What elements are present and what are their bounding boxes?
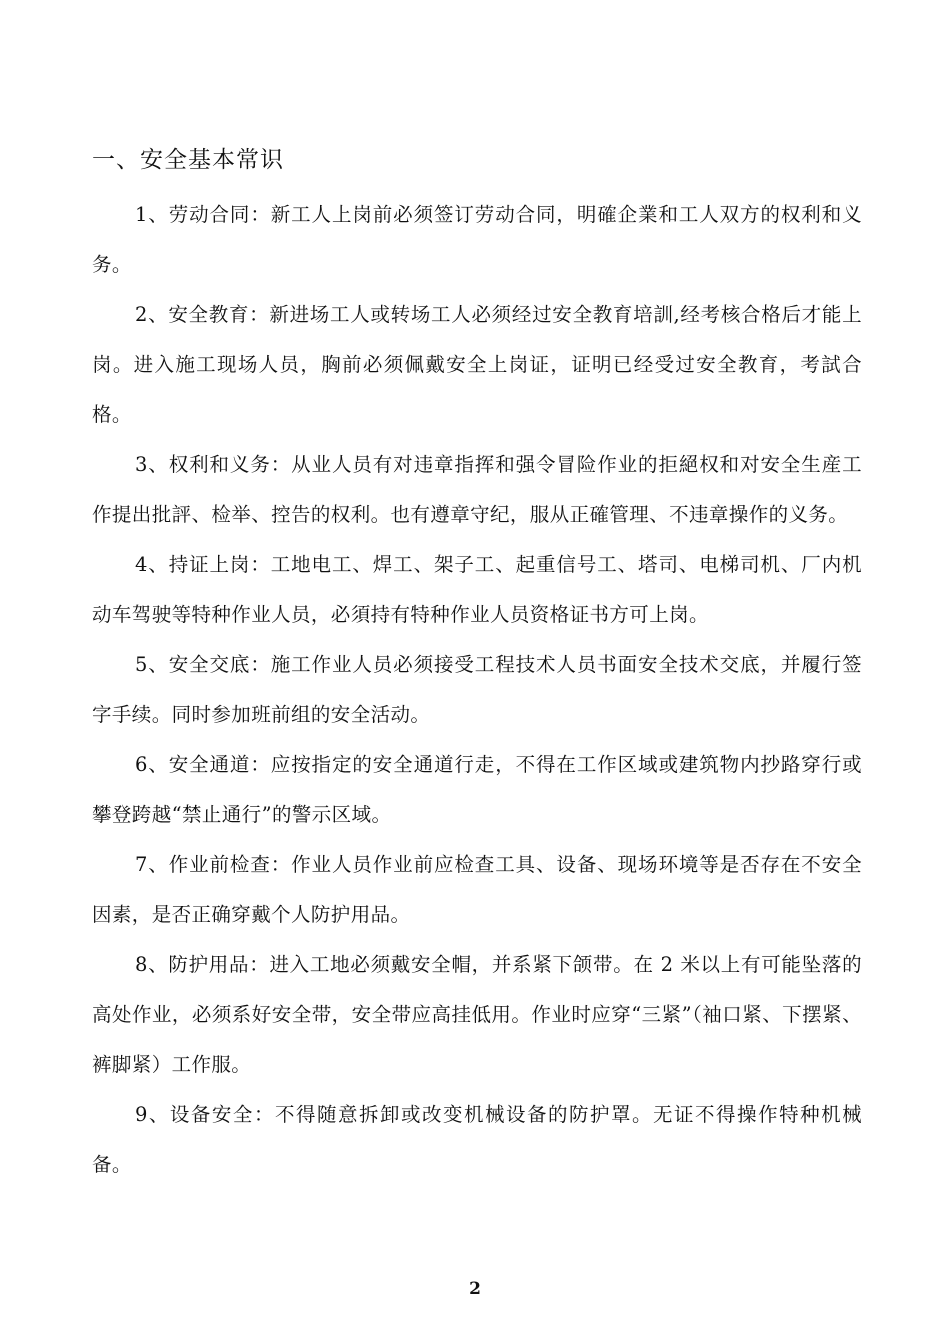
paragraph-8: 8、防护用品：进入工地必须戴安全帽，并系紧下颌带。在 2 米以上有可能坠落的高处作业，必须系好安全带，安全带应高挂低用。作业时应穿“三紧”（袖口紧、下摆紧、裤脚紧）工作服。 bbox=[92, 953, 862, 1076]
paragraph-7: 7、作业前检查：作业人员作业前应检查工具、设备、现场环境等是否存在不安全因素，是否正确穿戴个人防护用品。 bbox=[92, 853, 862, 926]
paragraph-6: 6、安全通道：应按指定的安全通道行走，不得在工作区域或建筑物内抄路穿行或攀登跨越“禁止通行”的警示区域。 bbox=[92, 753, 862, 826]
paragraph-3: 3、权利和义务：从业人员有对违章指挥和强令冒险作业的拒絕权和对安全生産工作提出批評、检举、控告的权利。也有遵章守纪，服从正確管理、不违章操作的义务。 bbox=[92, 453, 862, 526]
paragraph-2: 2、安全教育：新进场工人或转场工人必须经过安全教育培訓,经考核合格后才能上岗。进入施工现场人员，胸前必须佩戴安全上岗证，证明已经受过安全教育，考試合格。 bbox=[92, 303, 862, 426]
page-number: 2 bbox=[469, 1279, 481, 1299]
paragraph-9: 9、设备安全：不得随意拆卸或改变机械设备的防护罩。无证不得操作特种机械备。 bbox=[92, 1103, 862, 1176]
paragraph-list bbox=[92, 190, 862, 1190]
section-heading: 一、安全基本常识 bbox=[92, 147, 284, 173]
paragraph-1: 1、劳动合同：新工人上岗前必须签订劳动合同，明確企業和工人双方的权利和义务。 bbox=[92, 203, 862, 276]
paragraph-5: 5、安全交底：施工作业人员必须接受工程技术人员书面安全技术交底，并履行签字手续。同时参加班前组的安全活动。 bbox=[92, 653, 862, 726]
paragraph-4: 4、持证上岗：工地电工、焊工、架子工、起重信号工、塔司、电梯司机、厂内机动车驾驶等特种作业人员，必須持有特种作业人员资格证书方可上岗。 bbox=[92, 553, 862, 626]
